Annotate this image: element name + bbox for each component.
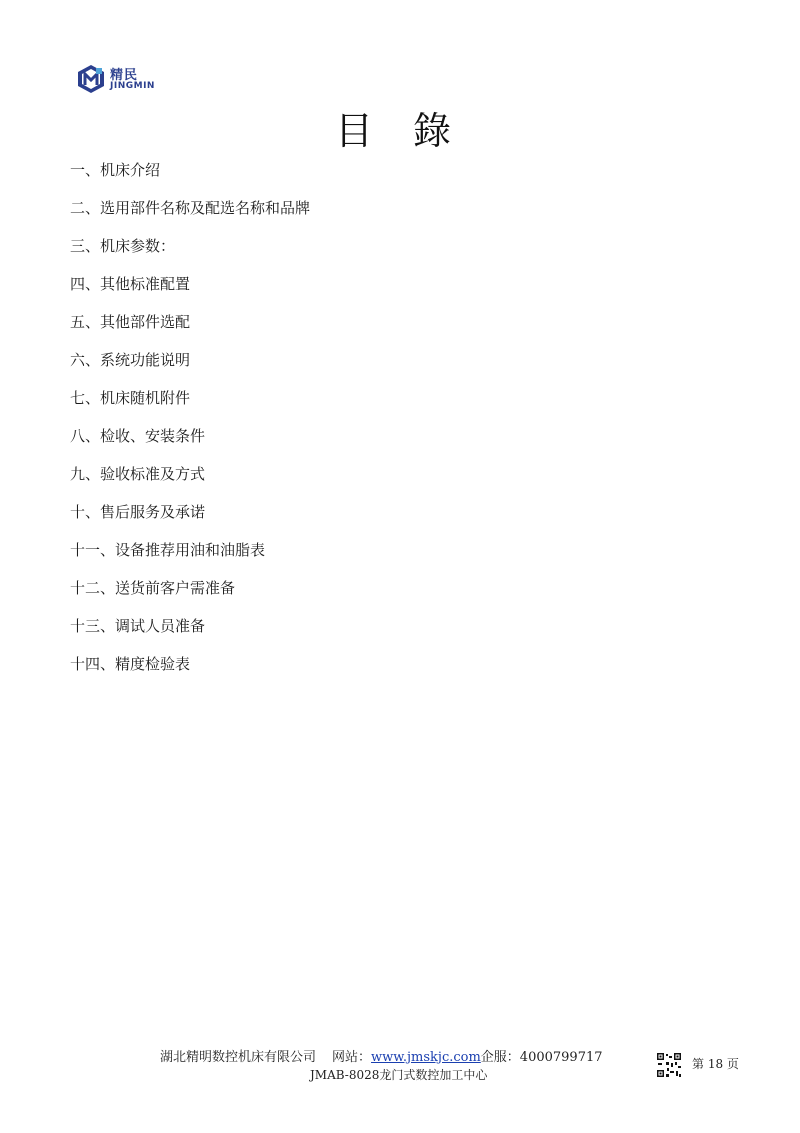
toc-item: 四、其他标准配置 <box>70 275 191 293</box>
footer-contact <box>160 1046 603 1065</box>
logo-chinese-text: 精民 <box>110 68 139 83</box>
qr-code-icon <box>656 1052 682 1078</box>
toc-item: 十四、精度检验表 <box>70 655 191 673</box>
toc-item: 九、验收标准及方式 <box>70 465 206 483</box>
footer-hotline: 企服：4000799717 <box>480 1050 603 1065</box>
toc-item: 十二、送货前客户需准备 <box>70 579 236 597</box>
footer-product-name: JMAB-8028龙门式数控加工中心 <box>310 1068 488 1082</box>
toc-item: 六、系统功能说明 <box>70 351 191 369</box>
page-title: 目 錄 <box>334 109 466 153</box>
toc-item: 二、选用部件名称及配选名称和品牌 <box>70 199 311 217</box>
table-of-contents <box>70 158 310 690</box>
footer-website-link[interactable]: www.jmskjc.com <box>371 1050 481 1065</box>
logo-english-text: JINGMIN <box>110 81 155 91</box>
toc-item: 十一、设备推荐用油和油脂表 <box>70 541 266 559</box>
company-logo <box>76 62 176 96</box>
toc-item: 八、检收、安装条件 <box>70 427 206 445</box>
footer-company: 湖北精明数控机床有限公司 <box>160 1050 317 1065</box>
toc-item: 三、机床参数： <box>70 237 176 255</box>
footer-website-label: 网站： <box>332 1050 372 1065</box>
jingmin-logo-icon <box>76 64 106 94</box>
toc-item: 十、售后服务及承诺 <box>70 503 206 521</box>
toc-item: 十三、调试人员准备 <box>70 617 206 635</box>
toc-item: 一、机床介绍 <box>70 161 161 179</box>
page-number: 第 18 页 <box>692 1057 739 1071</box>
toc-item: 七、机床随机附件 <box>70 389 191 407</box>
toc-item: 五、其他部件选配 <box>70 313 191 331</box>
